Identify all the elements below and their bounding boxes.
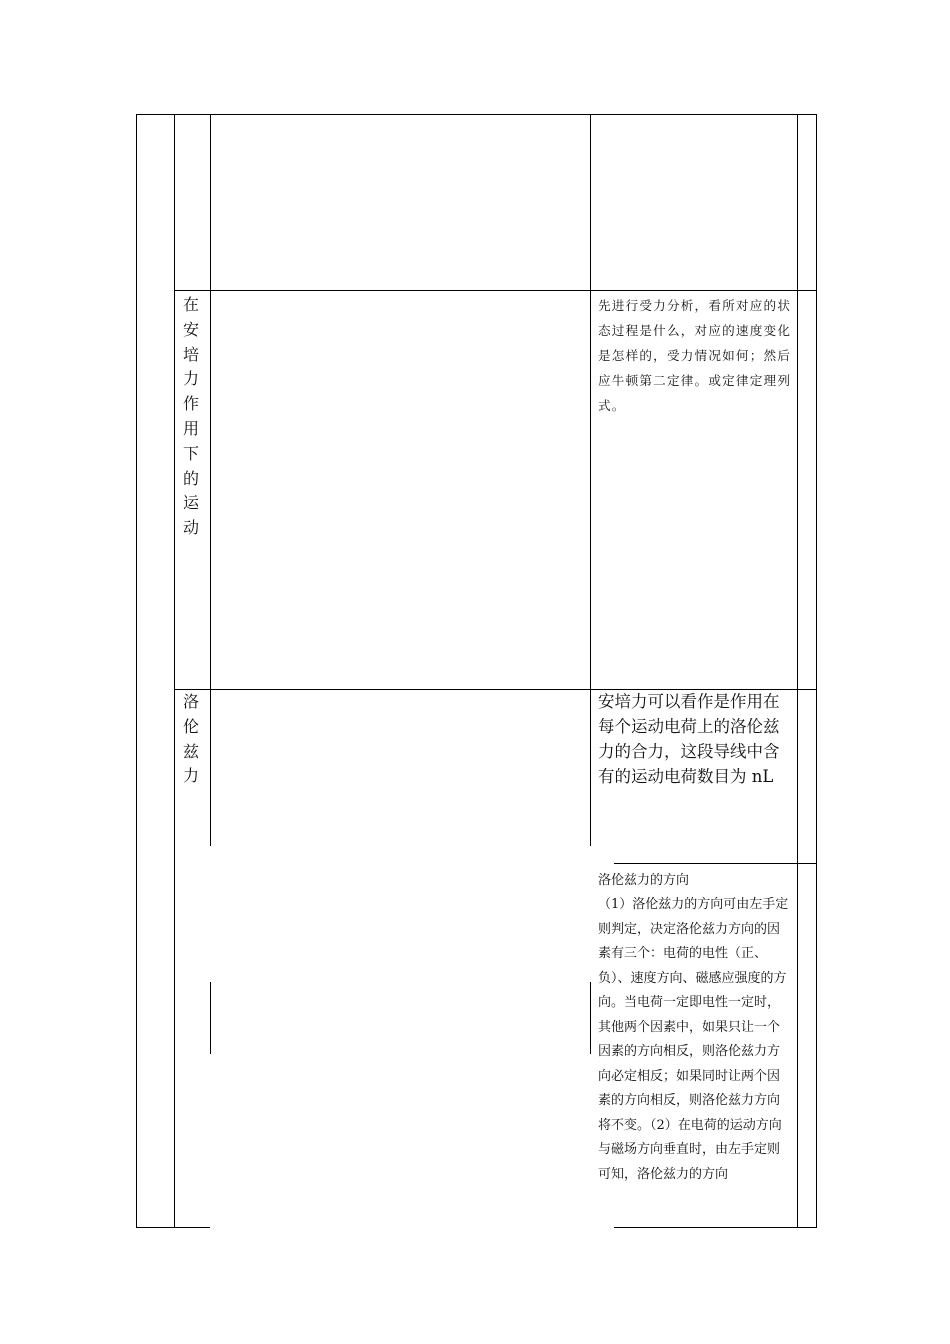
note-lorentz-direction-title: 洛伦兹力的方向 (598, 873, 690, 888)
row-divider-3 (614, 863, 817, 864)
col-line-note-right (797, 114, 798, 1228)
col-line-content-left-fragment (210, 982, 211, 1054)
table-bottom-border-right (614, 1227, 817, 1228)
note-lorentz-direction: （1）洛伦兹力的方向可由左手定则判定，决定洛伦兹力方向的因素有三个：电荷的电性（正、负）、速度方向、磁感应强度的方向。当电荷一定即电性一定时，其他两个因素中，如果只让一个因素的方向相反，则洛伦兹力方向必定相反；如果同时让两个因素的方向相反，则洛伦兹力方向将不变。（2）在电荷的运动方向与磁场方向垂直时，由左手定则可知，洛伦兹力的方向 (598, 897, 789, 1182)
col-line-content-left (210, 114, 211, 846)
col-line-outer-left (136, 114, 137, 1228)
col-line-note-left-fragment (590, 982, 591, 1054)
row-divider-1 (174, 290, 817, 291)
col-line-note-left (590, 114, 591, 846)
note-lorentz-force: 安培力可以看作是作用在每个运动电荷上的洛伦兹力的合力，这段导线中含有的运动电荷数目为 nL (598, 692, 780, 786)
table-top-border (136, 114, 817, 115)
row-label-ampere-motion: 在 安 培 力 作 用 下 的 运 动 (182, 295, 199, 538)
table-bottom-border-left (136, 1227, 210, 1228)
note-ampere-motion: 先进行受力分析，看所对应的状态过程是什么，对应的速度变化是怎样的，受力情况如何；然后应牛顿第二定律。或定律定理列式。 (598, 298, 792, 413)
col-line-label-left (174, 114, 175, 1228)
col-line-outer-right (816, 114, 817, 1228)
row-label-lorentz-force: 洛 伦 兹 力 (182, 692, 199, 786)
